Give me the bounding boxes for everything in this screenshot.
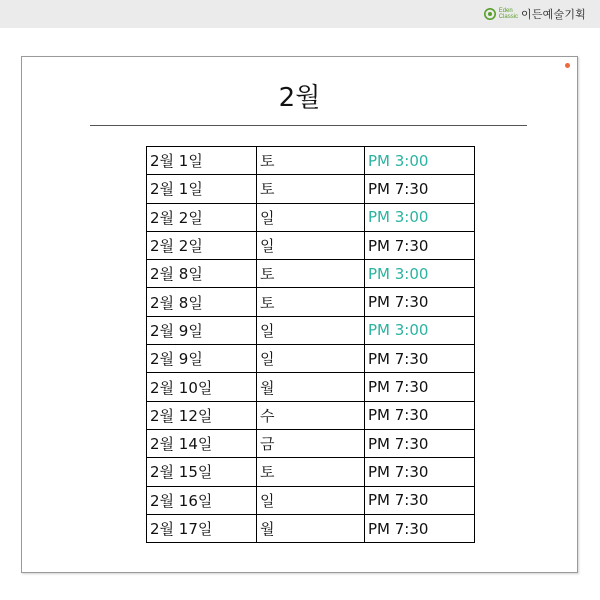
- brand-sub-line2: Classic: [498, 14, 519, 20]
- time-cell: PM 3:00: [365, 316, 475, 344]
- brand-logo[interactable]: [484, 5, 586, 23]
- table-row: [147, 486, 475, 514]
- date-cell: 2월 1일: [147, 175, 257, 203]
- day-cell: 토: [257, 458, 365, 486]
- time-cell: PM 3:00: [365, 203, 475, 231]
- time-cell: PM 7:30: [365, 429, 475, 457]
- date-cell: 2월 15일: [147, 458, 257, 486]
- table-row: [147, 429, 475, 457]
- day-cell: 일: [257, 486, 365, 514]
- date-cell: 2월 2일: [147, 231, 257, 259]
- brand-subtitle: [499, 8, 518, 20]
- date-cell: 2월 2일: [147, 203, 257, 231]
- table-row: [147, 175, 475, 203]
- date-cell: 2월 8일: [147, 260, 257, 288]
- day-cell: 수: [257, 401, 365, 429]
- time-cell: PM 3:00: [365, 260, 475, 288]
- brand-leaf-icon: [484, 8, 496, 20]
- day-cell: 토: [257, 175, 365, 203]
- day-cell: 일: [257, 231, 365, 259]
- date-cell: 2월 12일: [147, 401, 257, 429]
- status-dot: [565, 63, 570, 68]
- day-cell: 월: [257, 514, 365, 542]
- time-cell: PM 7:30: [365, 486, 475, 514]
- day-cell: 일: [257, 345, 365, 373]
- top-bar: [0, 0, 600, 28]
- time-cell: PM 7:30: [365, 288, 475, 316]
- date-cell: 2월 16일: [147, 486, 257, 514]
- table-row: [147, 231, 475, 259]
- date-cell: 2월 9일: [147, 345, 257, 373]
- date-cell: 2월 17일: [147, 514, 257, 542]
- table-row: [147, 203, 475, 231]
- table-row: [147, 401, 475, 429]
- table-row: [147, 260, 475, 288]
- schedule-card: [21, 56, 578, 573]
- date-cell: 2월 10일: [147, 373, 257, 401]
- day-cell: 토: [257, 260, 365, 288]
- date-cell: 2월 1일: [147, 147, 257, 175]
- table-row: [147, 373, 475, 401]
- schedule-table: [146, 146, 475, 543]
- day-cell: 일: [257, 316, 365, 344]
- table-row: [147, 345, 475, 373]
- time-cell: PM 3:00: [365, 147, 475, 175]
- time-cell: PM 7:30: [365, 345, 475, 373]
- time-cell: PM 7:30: [365, 175, 475, 203]
- page-title: 2월: [278, 83, 321, 113]
- date-cell: 2월 8일: [147, 288, 257, 316]
- table-row: [147, 316, 475, 344]
- day-cell: 토: [257, 147, 365, 175]
- schedule-table-body: [147, 147, 475, 543]
- table-row: [147, 288, 475, 316]
- time-cell: PM 7:30: [365, 231, 475, 259]
- brand-name: 이든예술기획: [521, 8, 586, 21]
- title-divider: [90, 125, 527, 126]
- day-cell: 일: [257, 203, 365, 231]
- time-cell: PM 7:30: [365, 514, 475, 542]
- day-cell: 금: [257, 429, 365, 457]
- time-cell: PM 7:30: [365, 373, 475, 401]
- date-cell: 2월 9일: [147, 316, 257, 344]
- day-cell: 토: [257, 288, 365, 316]
- time-cell: PM 7:30: [365, 401, 475, 429]
- table-row: [147, 514, 475, 542]
- time-cell: PM 7:30: [365, 458, 475, 486]
- brand-sub-line1: Eden: [498, 8, 513, 14]
- day-cell: 월: [257, 373, 365, 401]
- date-cell: 2월 14일: [147, 429, 257, 457]
- table-row: [147, 458, 475, 486]
- table-row: [147, 147, 475, 175]
